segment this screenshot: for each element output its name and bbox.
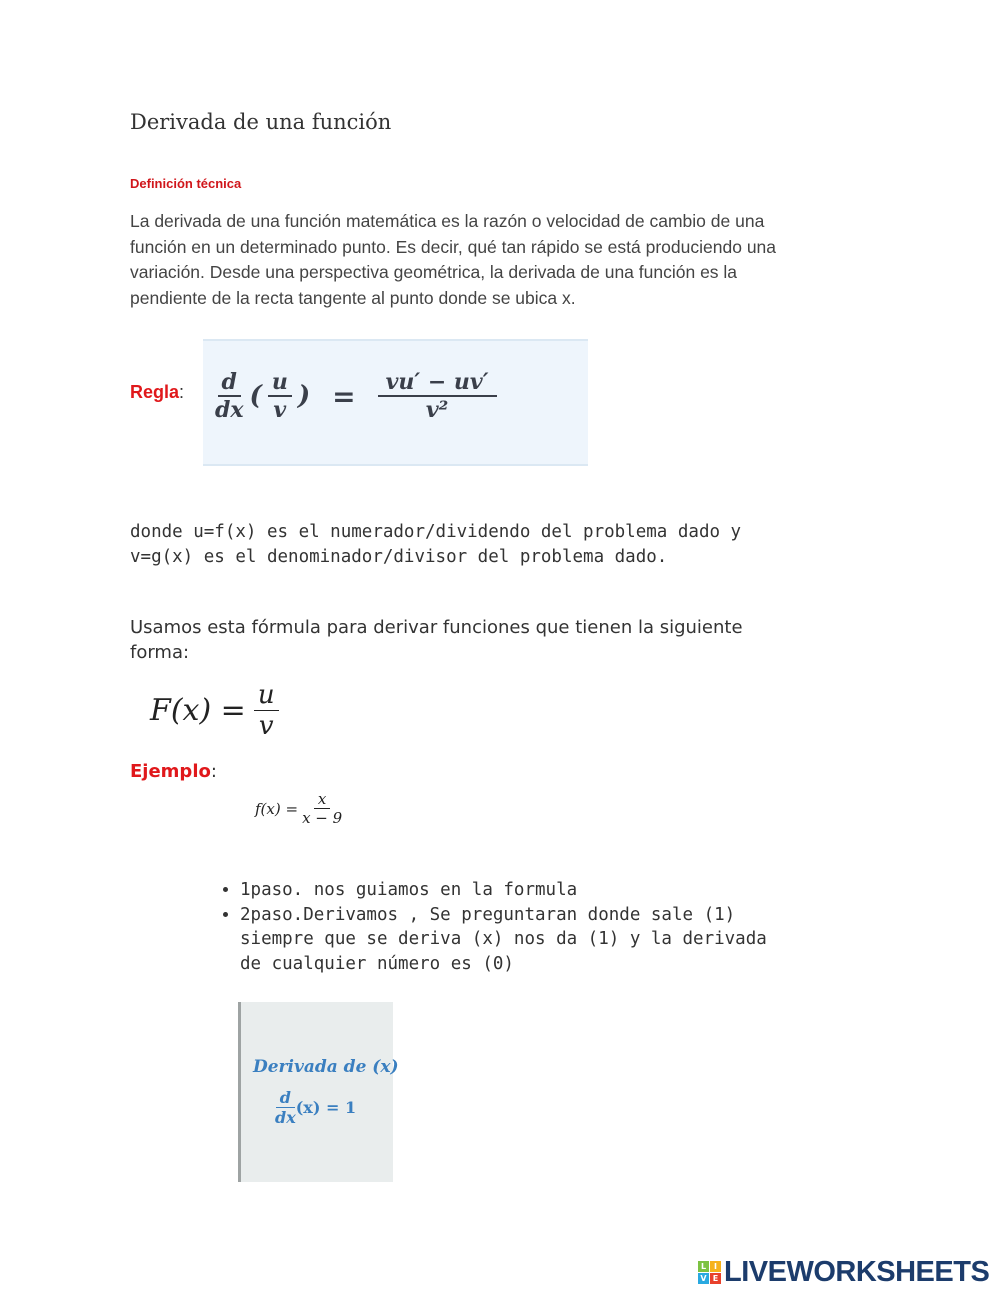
definition-paragraph: La derivada de una función matemática es la razón o velocidad de cambio de una función en un determinado punto. Es decir, qué tan rápido se está produciendo una variación. Desde una perspectiva geométrica, la derivada de una función es la pendiente de la recta tangente al punto donde se ubica x.	[130, 211, 777, 308]
lhs: f(x) =	[255, 799, 299, 818]
u-v-fraction	[268, 369, 292, 423]
example-formula	[255, 790, 342, 827]
numerator: vu′ − uv′	[378, 369, 497, 397]
denominator: dx	[275, 1108, 296, 1127]
denominator: v²	[425, 397, 449, 423]
denominator: v	[258, 711, 274, 741]
logo-text: LIVEWORKSHEETS	[724, 1256, 990, 1288]
example-label	[130, 761, 217, 782]
colon: :	[179, 382, 185, 402]
logo-icon: L I V E	[698, 1261, 721, 1284]
numerator: d	[276, 1088, 295, 1108]
equals: =	[332, 379, 356, 413]
lhs: F(x) =	[150, 693, 246, 728]
rest: (x) = 1	[295, 1098, 357, 1117]
note-paragraph: donde u=f(x) es el numerador/dividendo del problema dado y v=g(x) es el denominador/divisor del problema dado.	[130, 522, 742, 567]
page-title: Derivada de una función	[130, 110, 392, 134]
list-item: • 2paso.Derivamos , Se preguntaran donde sale (1) siempre que se deriva (x) nos da (1) y la derivada de cualquier número es (0)	[240, 903, 780, 977]
liveworksheets-logo	[698, 1256, 989, 1289]
image-title: Derivada de (x)	[253, 1057, 399, 1077]
uses-paragraph: Usamos esta fórmula para derivar funciones que tienen la siguiente forma:	[130, 617, 743, 663]
rule-label	[130, 382, 184, 403]
rule-formula-image: $\frac{d}{dx}$ ( $\frac{u}{v}$ ) = $\frac{vu' - uv'}{\text{v²}}$	[203, 339, 588, 466]
denominator: v	[273, 397, 287, 423]
example-label-text: Ejemplo	[130, 761, 211, 782]
result-fraction	[378, 369, 497, 423]
numerator: u	[254, 680, 279, 711]
section-subtitle: Definición técnica	[130, 176, 242, 191]
steps-list	[210, 878, 780, 976]
d-dx-fraction	[215, 369, 244, 423]
numerator: d	[218, 369, 241, 397]
denominator: x − 9	[302, 809, 343, 827]
denominator: dx	[215, 397, 244, 423]
derivative-of-x-image	[238, 1002, 399, 1182]
general-form-formula	[150, 680, 279, 741]
rule-label-text: Regla	[130, 382, 180, 402]
numerator: x	[314, 790, 330, 809]
colon: :	[210, 761, 217, 782]
numerator: u	[268, 369, 292, 397]
list-item: • 1paso. nos guiamos en la formula	[240, 878, 780, 903]
